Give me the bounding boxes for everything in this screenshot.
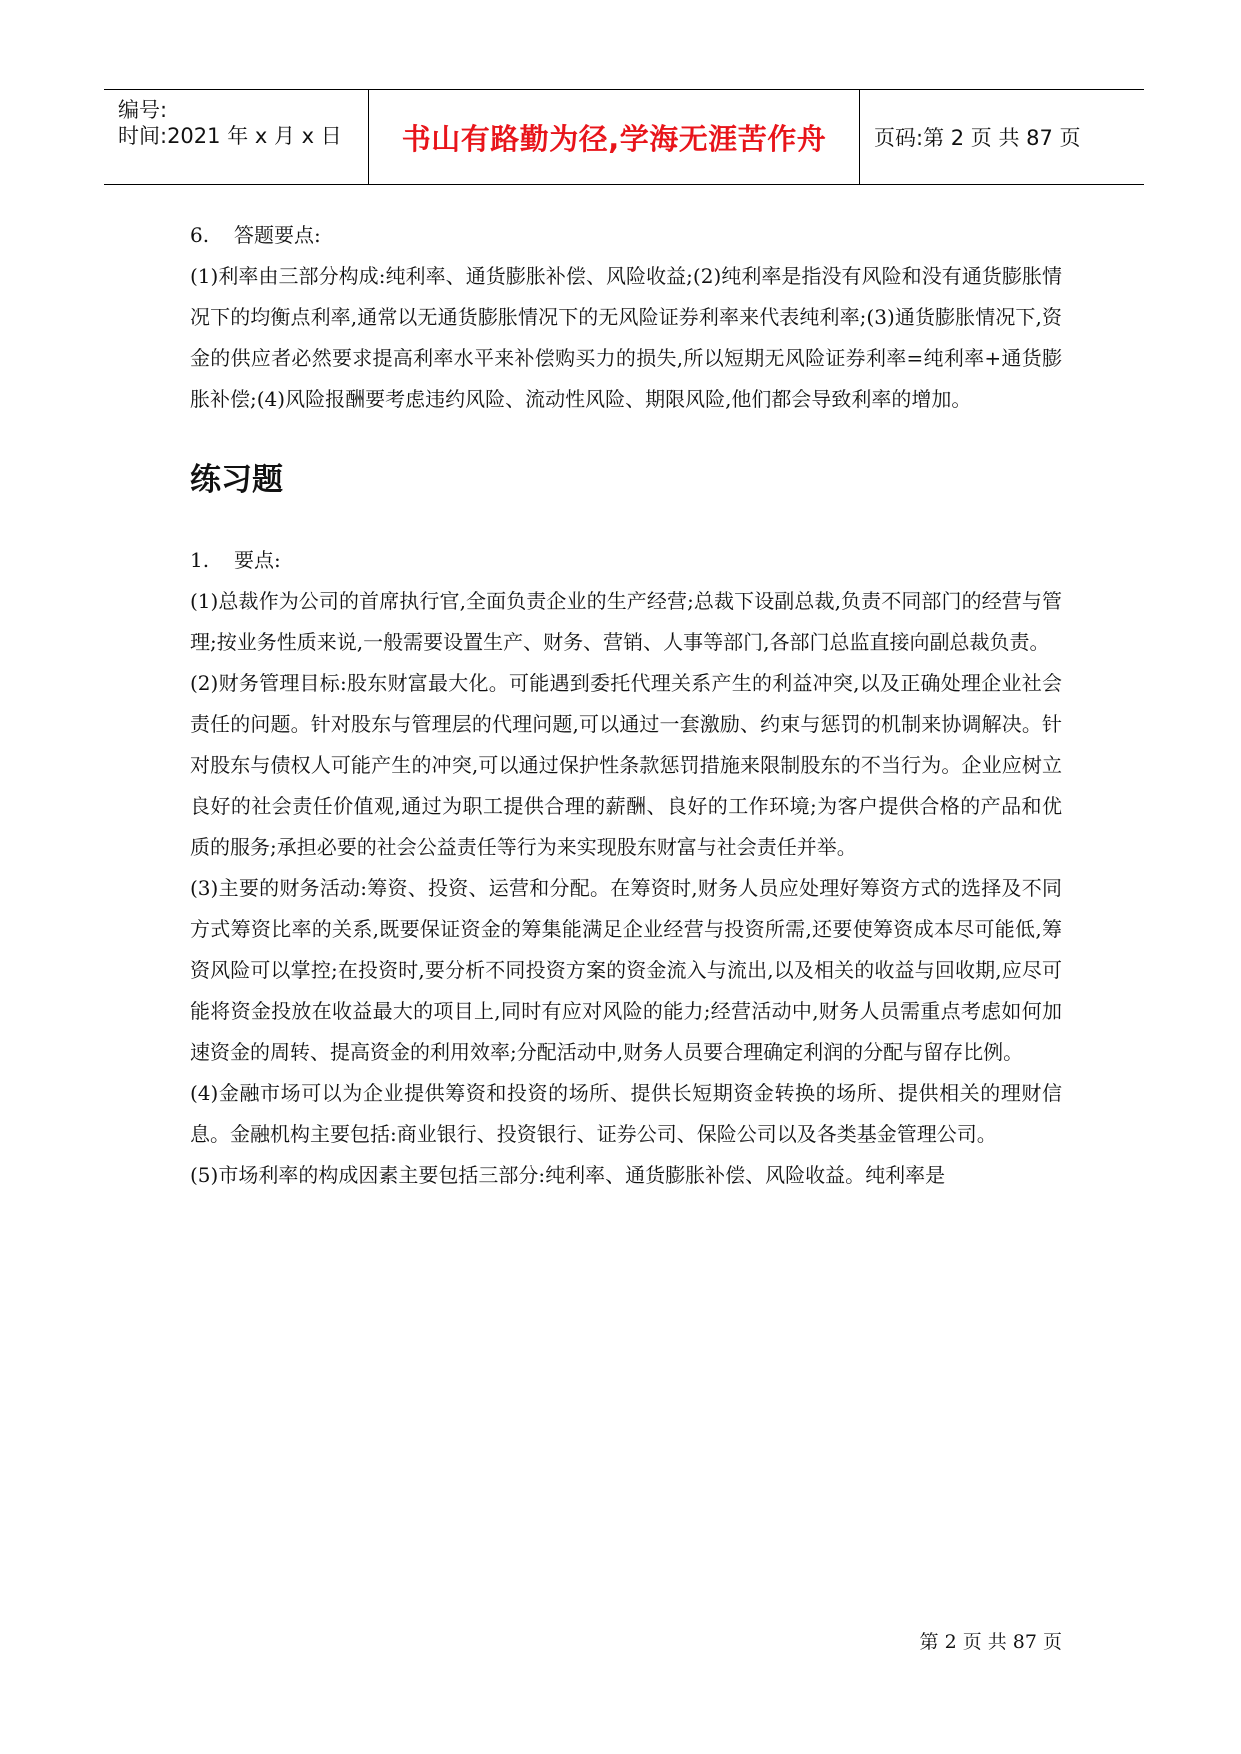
document-time-label: 时间:2021 年 x 月 x 日	[118, 124, 342, 148]
exercise-paragraph-5: (5)市场利率的构成因素主要包括三部分:纯利率、通货膨胀补偿、风险收益。纯利率是	[190, 1163, 946, 1187]
page-footer: 第 2 页 共 87 页	[919, 1631, 1062, 1653]
exercise-paragraph-3: (3)主要的财务活动:筹资、投资、运营和分配。在筹资时,财务人员应处理好筹资方式的选择及不同方式筹资比率的关系,既要保证资金的筹集能满足企业经营与投资所需,还要使筹资成本尽可能低,筹资风险可以掌控;在投资时,要分析不同投资方案的资金流入与流出,以及相关的收益与回收期,应尽可能将资金投放在收益最大的项目上,同时有应对风险的能力;经营活动中,财务人员需重点考虑如何加速资金的周转、提高资金的利用效率;分配活动中,财务人员要合理确定利润的分配与留存比例。	[190, 876, 1062, 1064]
answer-item-title: 答题要点:	[234, 223, 321, 247]
exercise-heading: 练习题	[190, 462, 283, 498]
header-page-cell	[860, 90, 1144, 184]
exercise-item-title: 要点:	[234, 548, 281, 572]
answer-paragraph: (1)利率由三部分构成:纯利率、通货膨胀补偿、风险收益;(2)纯利率是指没有风险和没有通货膨胀情况下的均衡点利率,通常以无通货膨胀情况下的无风险证券利率来代表纯利率;(3)通货膨胀情况下,资金的供应者必然要求提高利率水平来补偿购买力的损失,所以短期无风险证券利率=纯利率+通货膨胀补偿;(4)风险报酬要考虑违约风险、流动性风险、期限风险,他们都会导致利率的增加。	[190, 264, 1062, 411]
header-meta-cell	[104, 90, 369, 184]
document-body	[190, 215, 1062, 1196]
header-motto: 书山有路勤为径,学海无涯苦作舟	[401, 121, 827, 156]
answer-item-heading	[190, 215, 1062, 256]
exercise-item-heading	[190, 540, 1062, 581]
exercise-paragraph-4: (4)金融市场可以为企业提供筹资和投资的场所、提供长短期资金转换的场所、提供相关的理财信息。金融机构主要包括:商业银行、投资银行、证券公司、保险公司以及各类基金管理公司。	[190, 1081, 1062, 1146]
document-number-label: 编号:	[118, 98, 168, 122]
header-motto-cell	[369, 90, 860, 184]
exercise-paragraph-1: (1)总裁作为公司的首席执行官,全面负责企业的生产经营;总裁下设副总裁,负责不同部门的经营与管理;按业务性质来说,一般需要设置生产、财务、营销、人事等部门,各部门总监直接向副总裁负责。	[190, 589, 1062, 654]
answer-item-number: 6.	[190, 223, 210, 247]
exercise-paragraph-2: (2)财务管理目标:股东财富最大化。可能遇到委托代理关系产生的利益冲突,以及正确处理企业社会责任的问题。针对股东与管理层的代理问题,可以通过一套激励、约束与惩罚的机制来协调解决。针对股东与债权人可能产生的冲突,可以通过保护性条款惩罚措施来限制股东的不当行为。企业应树立良好的社会责任价值观,通过为职工提供合理的薪酬、良好的工作环境;为客户提供合格的产品和优质的服务;承担必要的社会公益责任等行为来实现股东财富与社会责任并举。	[190, 671, 1062, 859]
header-page-info: 页码:第 2 页 共 87 页	[874, 126, 1081, 150]
exercise-item-number: 1.	[190, 548, 210, 572]
page-header	[104, 89, 1144, 185]
